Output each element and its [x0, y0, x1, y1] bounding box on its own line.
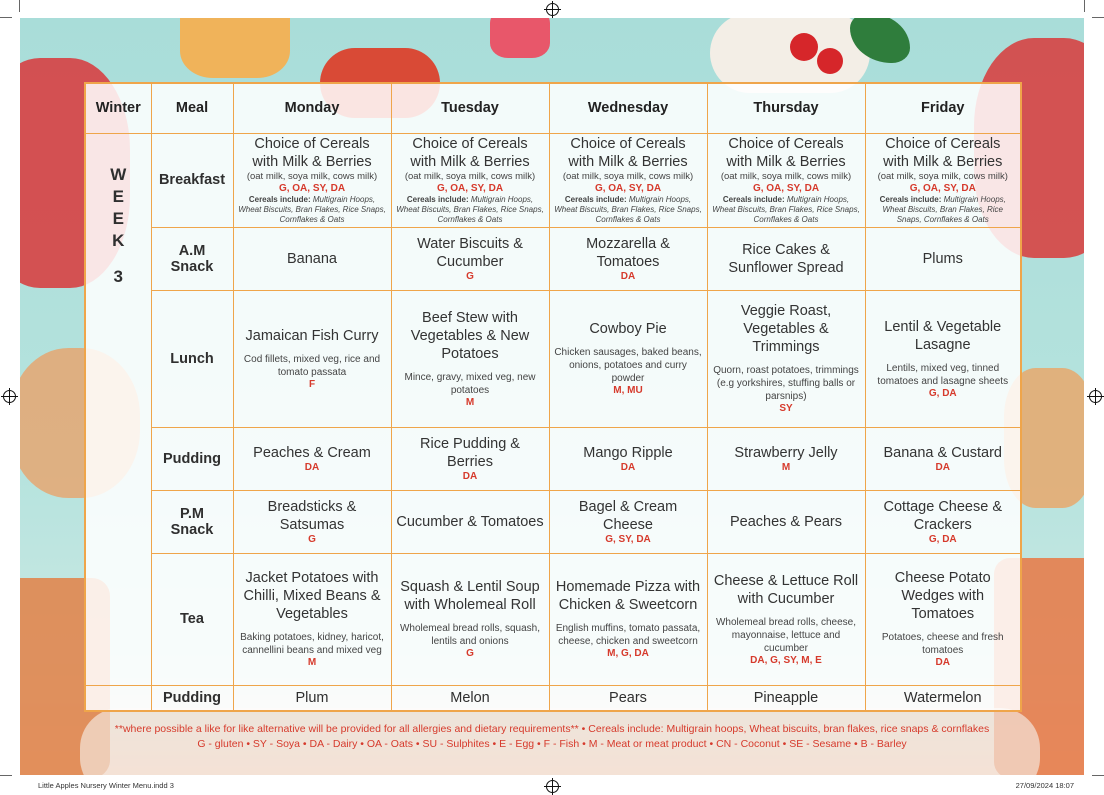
breakfast-cell	[865, 133, 1021, 227]
allergen-codes: G, OA, SY, DA	[436, 183, 504, 194]
meal-label-tea: Tea	[151, 553, 233, 685]
meal-label-line: A.M	[178, 242, 206, 259]
crop-mark-icon	[19, 0, 20, 12]
week-letter: E	[112, 208, 124, 228]
am-snack-row	[85, 227, 1021, 290]
pudding-cell	[391, 427, 549, 490]
am-snack-cell	[707, 227, 865, 290]
allergen-codes: G	[308, 533, 316, 545]
am-snack-cell	[233, 227, 391, 290]
cereal-note	[712, 195, 861, 225]
registration-mark-icon	[3, 390, 16, 403]
milk-options: (oat milk, soya milk, cows milk)	[877, 171, 1008, 182]
lunch-cell	[391, 290, 549, 427]
dish-ingredients: Chicken sausages, baked beans, onions, potatoes and curry powder	[554, 347, 702, 384]
pudding2-row	[85, 685, 1021, 711]
allergen-codes: M	[307, 657, 317, 668]
tea-row	[85, 553, 1021, 685]
day-header: Thursday	[707, 83, 865, 133]
meal-label-line: Snack	[170, 521, 214, 538]
cereal-note	[396, 195, 545, 225]
tea-cell	[549, 553, 707, 685]
tea-cell	[865, 553, 1021, 685]
dish-title: Bagel & Cream Cheese	[578, 498, 678, 533]
decoration-berry	[790, 33, 818, 61]
crop-mark-icon	[0, 17, 12, 18]
tea-cell	[707, 553, 865, 685]
dish-title: Plums	[922, 250, 963, 267]
dish-title: Veggie Roast, Vegetables & Trimmings	[740, 303, 832, 355]
dish-title: Cowboy Pie	[589, 321, 667, 337]
milk-options: (oat milk, soya milk, cows milk)	[562, 171, 694, 182]
dish-title: Choice of Cereals	[412, 136, 528, 152]
dish-title: Homemade Pizza with Chicken & Sweetcorn	[555, 579, 701, 613]
week-letter: K	[112, 230, 125, 250]
allergen-codes: G, OA, SY, DA	[594, 183, 662, 194]
dish-title: Mango Ripple	[583, 444, 673, 461]
week-label	[85, 133, 151, 685]
dish-ingredients: English muffins, tomato passata, cheese, chicken and sweetcorn	[555, 623, 701, 647]
am-snack-cell	[391, 227, 549, 290]
allergy-note: **where possible a like for like alternative will be provided for all allergies and dietary requirements** • Cereals include: Multigrain hoops, Wheat biscuits, bran flakes, rice snaps & cornflakes	[114, 723, 990, 735]
allergen-codes: DA	[304, 461, 320, 473]
day-header: Tuesday	[391, 83, 549, 133]
pm-snack-cell	[707, 490, 865, 553]
dish-title: Cheese & Lettuce Roll with Cucumber	[713, 572, 859, 607]
lunch-cell	[707, 290, 865, 427]
milk-options: (oat milk, soya milk, cows milk)	[246, 171, 378, 182]
crop-mark-icon	[1092, 17, 1104, 18]
dish-title: Breadsticks & Satsumas	[267, 498, 357, 533]
pm-snack-row	[85, 490, 1021, 553]
pudding2-cell: Pears	[549, 685, 707, 711]
registration-mark-icon	[546, 780, 559, 793]
day-header: Wednesday	[549, 83, 707, 133]
dish-ingredients: Mince, gravy, mixed veg, new potatoes	[404, 371, 536, 396]
breakfast-cell	[391, 133, 549, 227]
tea-cell	[233, 553, 391, 685]
pudding-cell	[707, 427, 865, 490]
allergen-codes: F	[308, 378, 316, 390]
allergen-codes: G, OA, SY, DA	[278, 183, 346, 194]
week-spacer	[90, 252, 147, 266]
pudding-row	[85, 427, 1021, 490]
dish-ingredients: Cod fillets, mixed veg, rice and tomato passata	[243, 353, 381, 378]
dish-title: Banana	[287, 250, 337, 267]
header-row	[85, 83, 1021, 133]
pudding2-cell: Melon	[391, 685, 549, 711]
allergen-codes: M, G, DA	[607, 648, 649, 659]
crop-mark-icon	[0, 775, 12, 776]
pm-snack-cell	[391, 490, 549, 553]
allergen-codes: DA	[935, 461, 950, 473]
cereal-note	[238, 195, 387, 225]
decoration-star-cookie	[180, 18, 290, 78]
tea-cell	[391, 553, 549, 685]
week-letter: W	[110, 164, 127, 184]
cereal-note-list: Multigrain Hoops, Wheat Biscuits, Bran Flakes, Rice Snaps, Cornflakes & Oats	[238, 195, 386, 224]
breakfast-row	[85, 133, 1021, 227]
week-letter: E	[112, 186, 124, 206]
allergen-codes: DA	[462, 470, 478, 482]
pm-snack-cell	[233, 490, 391, 553]
timestamp-slug: 27/09/2024 18:07	[1015, 781, 1074, 790]
dish-title: Jamaican Fish Curry	[245, 327, 379, 344]
dish-title: Beef Stew with Vegetables & New Potatoes	[410, 309, 530, 362]
meal-label-am-snack	[151, 227, 233, 290]
cereal-note	[554, 195, 703, 225]
dish-title: Rice Pudding & Berries	[420, 435, 520, 470]
pudding2-cell: Watermelon	[865, 685, 1021, 711]
allergen-codes: M	[465, 396, 475, 408]
allergen-codes: G, OA, SY, DA	[909, 183, 976, 194]
breakfast-cell	[233, 133, 391, 227]
allergen-codes: G, OA, SY, DA	[752, 183, 820, 194]
dish-title: Choice of Cereals	[570, 136, 686, 152]
dish-title: Peaches & Cream	[253, 444, 371, 461]
cereal-note-label: Cereals include:	[722, 195, 785, 204]
decoration-candy	[490, 18, 550, 58]
file-slug: Little Apples Nursery Winter Menu.indd 3	[38, 781, 174, 790]
pudding-cell	[549, 427, 707, 490]
dish-title: with Milk & Berries	[568, 154, 688, 170]
dish-title: Lentil & Vegetable Lasagne	[884, 318, 1002, 353]
allergen-codes: DA, G, SY, M, E	[750, 654, 822, 666]
registration-mark-icon	[1089, 390, 1102, 403]
week-number: 3	[113, 266, 123, 286]
cereal-note-list: Multigrain Hoops, Wheat Biscuits, Bran Flakes, Rice Snaps, Cornflakes & Oats	[554, 195, 702, 224]
dish-title: with Milk & Berries	[252, 154, 372, 170]
allergen-codes: M	[781, 461, 791, 473]
cereal-note-list: Multigrain Hoops, Wheat Biscuits, Bran Flakes, Rice Snaps, Cornflakes & Oats	[396, 195, 544, 224]
meal-label-pudding: Pudding	[151, 427, 233, 490]
allergen-codes: G	[466, 270, 474, 282]
meal-label-pm-snack	[151, 490, 233, 553]
cereal-note-label: Cereals include:	[406, 195, 469, 204]
pm-snack-cell	[865, 490, 1021, 553]
milk-options: (oat milk, soya milk, cows milk)	[720, 171, 852, 182]
allergen-codes: SY	[779, 403, 793, 414]
am-snack-cell	[549, 227, 707, 290]
dish-title: Strawberry Jelly	[734, 444, 838, 461]
lunch-cell	[233, 290, 391, 427]
lunch-cell	[549, 290, 707, 427]
allergen-codes: DA	[620, 461, 636, 473]
menu-table	[84, 82, 1022, 712]
dish-title: Cottage Cheese & Crackers	[883, 498, 1002, 533]
dish-title: Choice of Cereals	[728, 136, 844, 152]
cereal-note-list: Multigrain Hoops, Wheat Biscuits, Bran Flakes, Rice Snaps, Cornflakes & Oats	[882, 195, 1006, 224]
day-header: Monday	[233, 83, 391, 133]
decoration-berry	[817, 48, 843, 74]
lunch-cell	[865, 290, 1021, 427]
allergen-codes: G, DA	[928, 533, 957, 545]
dish-title: with Milk & Berries	[410, 154, 530, 170]
cereal-note-label: Cereals include:	[879, 195, 942, 204]
day-header: Friday	[865, 83, 1021, 133]
meal-label-pudding: Pudding	[151, 685, 233, 711]
allergen-codes: G, DA	[928, 387, 957, 399]
allergen-codes: DA	[620, 270, 636, 282]
season-header: Winter	[85, 83, 151, 133]
dish-title: Squash & Lentil Soup with Wholemeal Roll	[400, 579, 540, 613]
crop-mark-icon	[1084, 0, 1085, 12]
milk-options: (oat milk, soya milk, cows milk)	[404, 171, 536, 182]
dish-title: with Milk & Berries	[883, 154, 1003, 170]
cereal-note	[870, 195, 1017, 225]
dish-title: Choice of Cereals	[885, 136, 1001, 152]
dish-title: Peaches & Pears	[729, 513, 843, 530]
lunch-row	[85, 290, 1021, 427]
meal-header: Meal	[151, 83, 233, 133]
crop-mark-icon	[1092, 775, 1104, 776]
dish-title: Mozzarella & Tomatoes	[586, 235, 670, 270]
allergen-codes: DA	[935, 657, 950, 668]
pudding2-cell: Pineapple	[707, 685, 865, 711]
dish-title: Banana & Custard	[883, 444, 1002, 461]
dish-ingredients: Potatoes, cheese and fresh tomatoes	[881, 632, 1004, 656]
meal-label-line: P.M	[180, 505, 204, 522]
dish-ingredients: Lentils, mixed veg, tinned tomatoes and lasagne sheets	[877, 362, 1009, 387]
dish-title: Water Biscuits & Cucumber	[417, 235, 523, 270]
meal-label-line: Snack	[170, 258, 214, 275]
dish-ingredients: Quorn, roast potatoes, trimmings (e.g yorkshires, stuffing balls or parsnips)	[713, 365, 859, 402]
breakfast-cell	[707, 133, 865, 227]
pudding-cell	[233, 427, 391, 490]
dish-ingredients: Wholemeal bread rolls, squash, lentils and onions	[399, 623, 541, 647]
allergen-codes: G, SY, DA	[605, 533, 651, 545]
pudding-cell	[865, 427, 1021, 490]
meal-label-breakfast: Breakfast	[151, 133, 233, 227]
allergen-key: G - gluten • SY - Soya • DA - Dairy • OA - Oats • SU - Sulphites • E - Egg • F - Fish • M - Meat or meat product • CN - Coconut • SE - Sesame • B - Barley	[197, 738, 907, 750]
dish-title: Rice Cakes & Sunflower Spread	[728, 241, 844, 276]
allergen-codes: G	[466, 648, 474, 659]
cereal-note-label: Cereals include:	[248, 195, 311, 204]
dish-title: Cheese Potato Wedges with Tomatoes	[894, 570, 991, 622]
allergen-codes: M, MU	[613, 385, 643, 396]
cereal-note-label: Cereals include:	[564, 195, 627, 204]
dish-title: Choice of Cereals	[254, 136, 370, 152]
dish-ingredients: Wholemeal bread rolls, cheese, mayonnaise, lettuce and cucumber	[715, 616, 857, 654]
registration-mark-icon	[546, 3, 559, 16]
am-snack-cell	[865, 227, 1021, 290]
pm-snack-cell	[549, 490, 707, 553]
dish-ingredients: Baking potatoes, kidney, haricot, cannellini beans and mixed veg	[240, 632, 384, 656]
cereal-note-list: Multigrain Hoops, Wheat Biscuits, Bran Flakes, Rice Snaps, Cornflakes & Oats	[712, 195, 860, 224]
dish-title: with Milk & Berries	[726, 154, 846, 170]
pudding2-cell: Plum	[233, 685, 391, 711]
meal-label-lunch: Lunch	[151, 290, 233, 427]
dish-title: Jacket Potatoes with Chilli, Mixed Beans & Vegetables	[243, 570, 381, 622]
dish-title: Cucumber & Tomatoes	[396, 513, 544, 530]
breakfast-cell	[549, 133, 707, 227]
